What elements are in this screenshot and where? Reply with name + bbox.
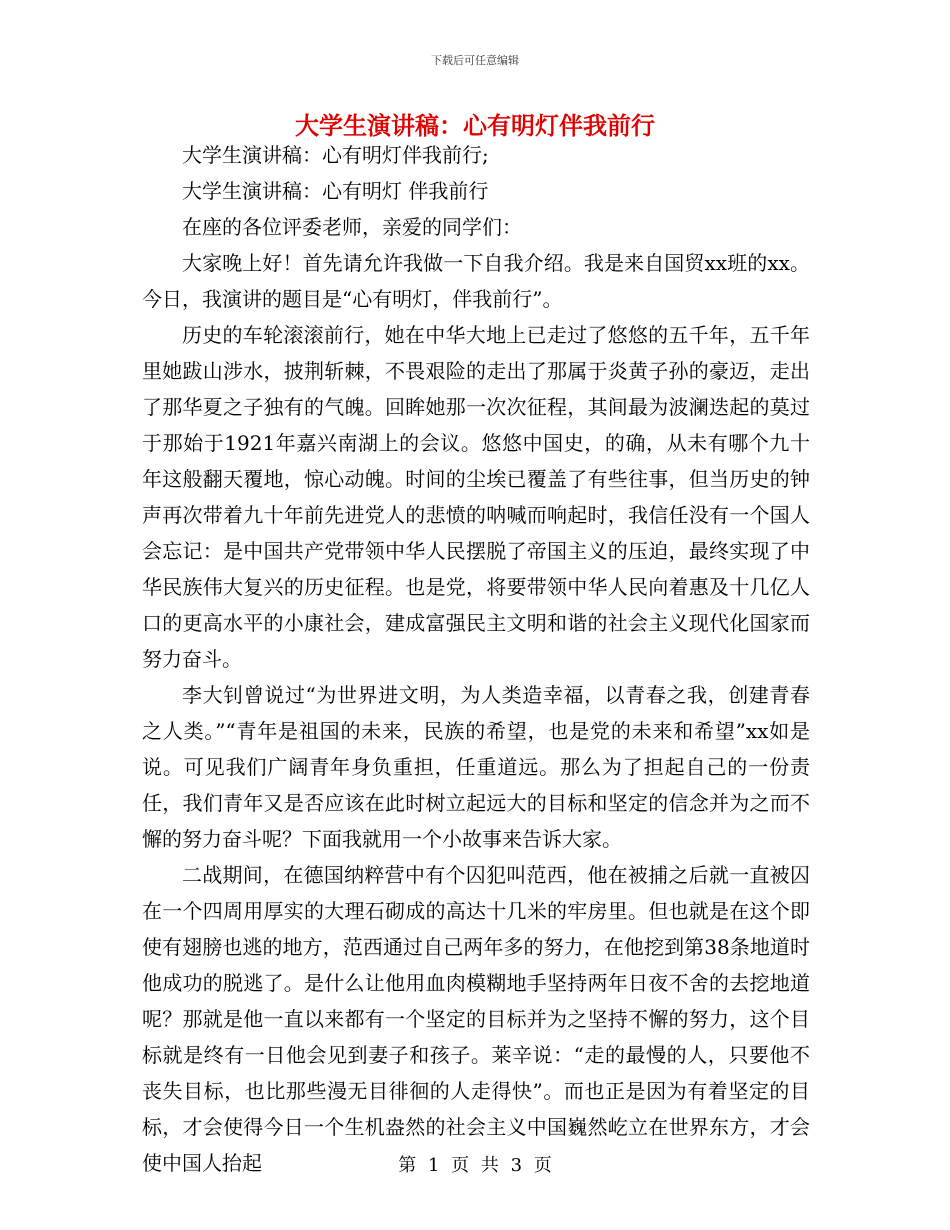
paragraph: 李大钊曾说过“为世界进文明，为人类造幸福，以青春之我，创建青春之人类。”“青年是祖国的未来，民族的希望，也是党的未来和希望”xx如是说。可见我们广阔青年身负重担，任重道远。那么为了担起自己的一份责任，我们青年又是否应该在此时树立起远大的目标和坚定的信念并为之而不懈的努力奋斗呢？下面我就用一个小故事来告诉大家。 (142, 683, 810, 851)
document-body (142, 137, 810, 1181)
paragraph: 二战期间，在德国纳粹营中有个囚犯叫范西，他在被捕之后就一直被囚在一个四周用厚实的大理石砌成的高达十几米的牢房里。但也就是在这个即使有翅膀也逃的地方，范西通过自己两年多的努力，在他挖到第38条地道时他成功的脱逃了。是什么让他用血肉模糊地手坚持两年日夜不舍的去挖地道呢？那就是他一直以来都有一个坚定的目标并为之坚持不懈的努力，这个目标就是终有一日他会见到妻子和孩子。莱辛说：“走的最慢的人，只要他不丧失目标，也比那些漫无目徘徊的人走得快”。而也正是因为有着坚定的目标，才会使得今日一个生机盎然的社会主义中国巍然屹立在世界东方，才会使中国人抬起 (142, 863, 810, 1175)
document-title: 大学生演讲稿：心有明灯伴我前行 (295, 112, 655, 140)
header-note: 下载后可任意编辑 (431, 54, 519, 67)
paragraph: 大学生演讲稿：心有明灯伴我前行; (182, 143, 489, 167)
paragraph: 大家晚上好！首先请允许我做一下自我介绍。我是来自国贸xx班的xx。今日，我演讲的题目是“心有明灯，伴我前行”。 (142, 251, 810, 311)
page-number-footer: 第 1 页 共 3 页 (398, 1155, 552, 1176)
paragraph: 历史的车轮滚滚前行，她在中华大地上已走过了悠悠的五千年，五千年里她跋山涉水，披荆斩棘，不畏艰险的走出了那属于炎黄子孙的豪迈，走出了那华夏之子独有的气魄。回眸她那一次次征程，其间最为波澜迭起的莫过于那始于1921年嘉兴南湖上的会议。悠悠中国史，的确，从未有哪个九十年这般翻天覆地，惊心动魄。时间的尘埃已覆盖了有些往事，但当历史的钟声再次带着九十年前先进党人的悲愤的呐喊而响起时，我信任没有一个国人会忘记：是中国共产党带领中华人民摆脱了帝国主义的压迫，最终实现了中华民族伟大复兴的历史征程。也是党，将要带领中华人民向着惠及十几亿人口的更高水平的小康社会，建成富强民主文明和谐的社会主义现代化国家而努力奋斗。 (142, 323, 810, 671)
paragraph: 大学生演讲稿：心有明灯 伴我前行 (182, 179, 489, 203)
paragraph: 在座的各位评委老师，亲爱的同学们： (182, 215, 522, 239)
